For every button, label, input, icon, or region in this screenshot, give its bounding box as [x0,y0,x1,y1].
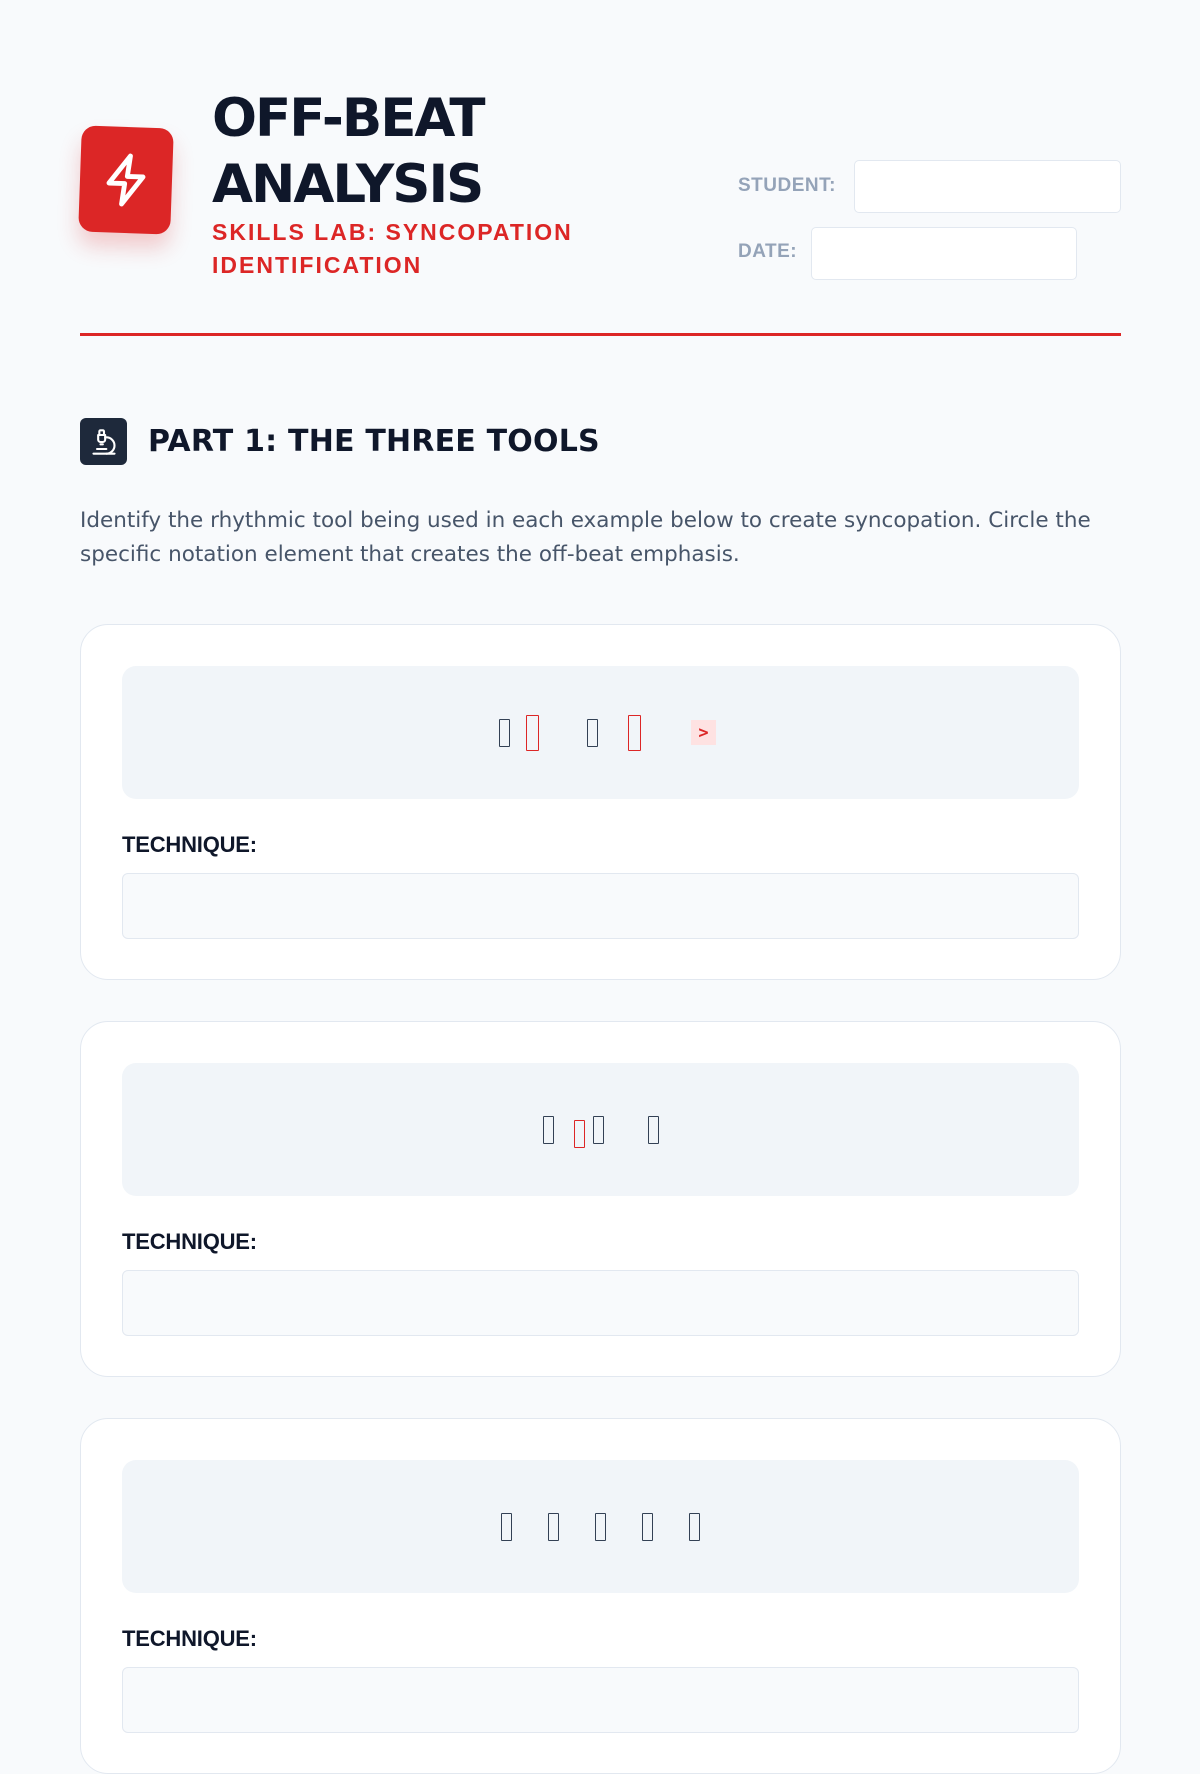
section-title: PART 1: THE THREE TOOLS [148,424,600,459]
note-glyph [548,1513,559,1541]
note-glyph [595,1513,606,1541]
page-title-line-2: ANALYSIS [212,154,483,215]
technique-label: TECHNIQUE: [122,1626,257,1651]
lightning-bolt-icon [78,125,174,234]
note-glyph-highlighted [628,715,641,751]
note-glyph [642,1513,653,1541]
note-glyph [648,1116,659,1144]
notation-example-2[interactable] [122,1063,1079,1196]
exercise-card-1 [80,624,1121,980]
note-glyph-highlighted [526,715,539,751]
accent-mark: > [691,720,716,745]
note-glyph [499,719,510,747]
page-title-line-1: OFF-BEAT [212,88,484,149]
note-glyph [593,1116,604,1144]
page-title [212,86,484,218]
technique-label: TECHNIQUE: [122,832,257,857]
technique-input-3[interactable] [122,1667,1079,1733]
note-glyph [543,1116,554,1144]
note-glyph [587,719,598,747]
page-subtitle [212,216,612,282]
date-label: DATE: [738,241,798,262]
exercise-card-2 [80,1021,1121,1377]
notation-example-1[interactable] [122,666,1079,799]
page-subtitle-line-1: SKILLS LAB: SYNCOPATION [212,219,573,245]
technique-input-2[interactable] [122,1270,1079,1336]
technique-label: TECHNIQUE: [122,1229,257,1254]
page-subtitle-line-2: IDENTIFICATION [212,252,423,278]
date-field[interactable] [811,227,1077,280]
student-field[interactable] [854,160,1121,213]
note-glyph-highlighted [574,1120,585,1148]
exercise-card-3 [80,1418,1121,1774]
student-label: STUDENT: [738,175,836,196]
note-glyph [689,1513,700,1541]
header-divider [80,333,1121,336]
note-glyph [501,1513,512,1541]
microscope-icon [80,418,127,465]
instructions-text: Identify the rhythmic tool being used in each example below to create syncopation. Circle the specific notation element that creates the off-beat emphasis. [80,508,1091,567]
technique-input-1[interactable] [122,873,1079,939]
notation-example-3[interactable] [122,1460,1079,1593]
